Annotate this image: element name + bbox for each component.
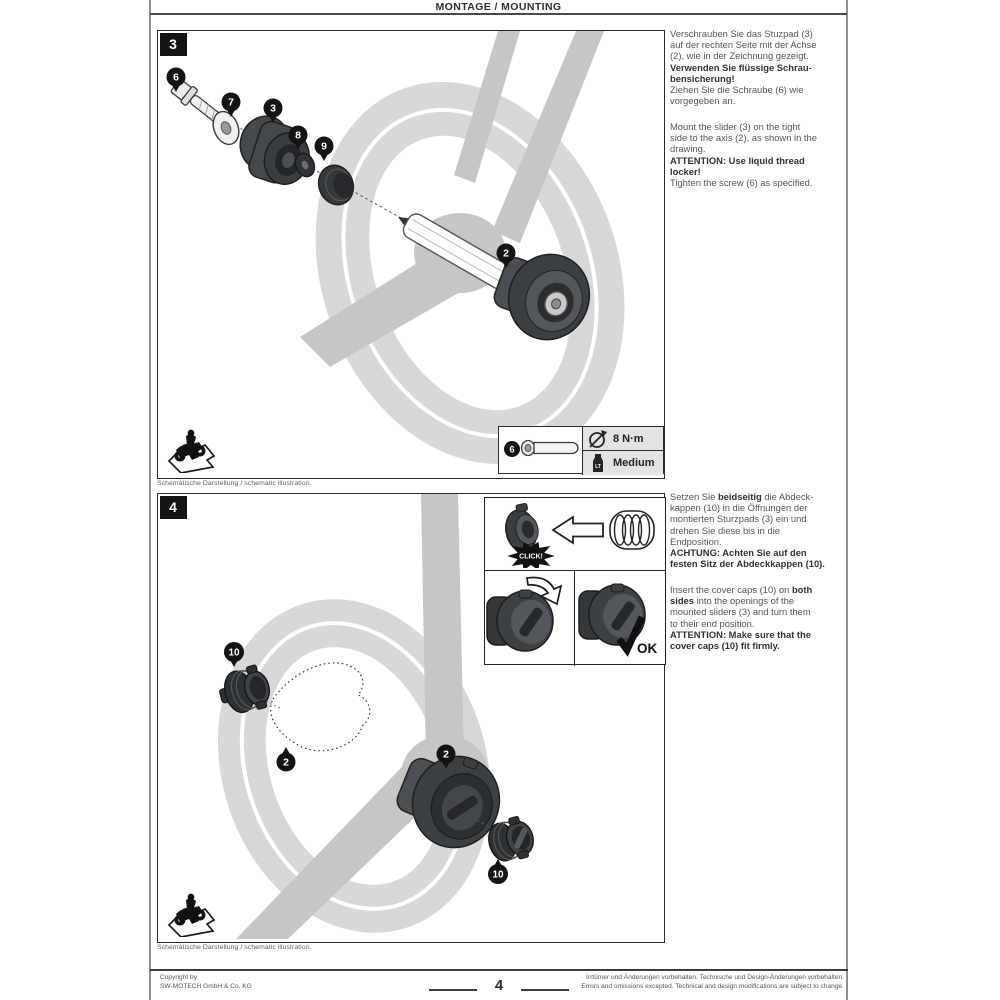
page-number-dash-left <box>429 989 477 991</box>
svg-text:9: 9 <box>321 140 327 153</box>
step4-panel <box>157 493 665 943</box>
cap-detail-box <box>484 497 666 665</box>
callout-2-left <box>277 747 296 772</box>
insert-arrow-icon <box>553 517 603 543</box>
svg-text:LT: LT <box>595 464 601 470</box>
svg-text:2: 2 <box>283 756 289 769</box>
step3-caption: Schematische Darstellung / schematic illustration. <box>157 480 312 487</box>
torque-screw-drawing <box>499 427 581 470</box>
hidden-slider-outline <box>271 663 370 751</box>
torque-value: 8 N·m <box>613 432 644 445</box>
footer-rule <box>150 969 848 971</box>
torque-wrench-icon <box>587 429 609 449</box>
slider-front-drawing <box>487 590 553 651</box>
callout-9 <box>315 137 334 162</box>
header-rule <box>150 13 847 15</box>
svg-text:6: 6 <box>173 71 179 84</box>
riding-direction-icon <box>166 891 216 937</box>
page-number-dash-right <box>521 989 569 991</box>
step3-text-english: Mount the slider (3) on the right side to the axis (2), as shown in the drawing. ATTENTION: Use liquid thread locker! Tighten the screw (6) as specified. <box>670 121 817 189</box>
step4-number-badge: 4 <box>160 496 187 519</box>
torque-screw-cell <box>499 427 583 475</box>
page-title: MONTAGE / MOUNTING <box>435 1 562 13</box>
torque-row <box>583 427 663 451</box>
page-number: 4 <box>494 977 504 994</box>
svg-text:2: 2 <box>503 247 509 260</box>
riding-direction-icon <box>166 427 216 473</box>
threadlocker-bottle-icon <box>587 453 609 473</box>
page-frame-left <box>149 0 151 1000</box>
step4-text-german: Setzen Sie beidseitig die Abdeck- kappen (10) in die Öffnungen der montierten Sturzpads (3) ein und drehen Sie diese bis in die Endposition. ACHTUNG: Achten Sie auf den festen Sitz der Abdeckkappen (10). <box>670 491 825 570</box>
cap-turn-cell <box>485 571 575 666</box>
step3-panel <box>157 30 665 479</box>
callout-10-right <box>488 859 508 884</box>
torque-spec-box <box>498 426 664 474</box>
svg-text:7: 7 <box>228 96 234 109</box>
locker-value: Medium <box>613 457 655 469</box>
svg-text:10: 10 <box>492 869 504 881</box>
ok-label: OK <box>637 641 658 656</box>
svg-text:3: 3 <box>270 102 276 115</box>
svg-text:6: 6 <box>509 444 515 456</box>
cap-insert-cell <box>485 498 665 571</box>
step3-number-badge: 3 <box>160 33 187 56</box>
svg-text:10: 10 <box>228 647 240 659</box>
step4-text-english: Insert the cover caps (10) on both sides into the openings of the mounted sliders (3) and turn them to their end position. ATTENTION: Make sure that the cover caps (10) fit firmly. <box>670 584 813 652</box>
footer-copyright: Copyright by SW-MOTECH GmbH & Co. KG <box>160 974 252 990</box>
locker-row <box>583 451 663 475</box>
footer-disclaimer: Irrtümer und Änderungen vorbehalten. Technische und Design-Änderungen vorbehalten. Errors and omissions excepted. Technical and design modifications are subject to change. <box>581 974 844 990</box>
cap-ok-cell <box>575 571 665 666</box>
svg-text:8: 8 <box>295 129 301 142</box>
svg-text:2: 2 <box>443 748 449 761</box>
step3-illustration <box>158 31 661 475</box>
spring-drawing <box>610 511 654 549</box>
svg-text:CLICK!: CLICK! <box>519 553 543 561</box>
step4-caption: Schematische Darstellung / schematic illustration. <box>157 944 312 951</box>
step3-text-german: Verschrauben Sie das Stuzpad (3) auf der rechten Seite mit der Achse (2), wie in der Zeichnung gezeigt. Verwenden Sie flüssige Schrau- bensicherung! Ziehen Sie die Schraube (6) wie vorgegeben an. <box>670 28 817 107</box>
slider-part <box>231 110 319 191</box>
